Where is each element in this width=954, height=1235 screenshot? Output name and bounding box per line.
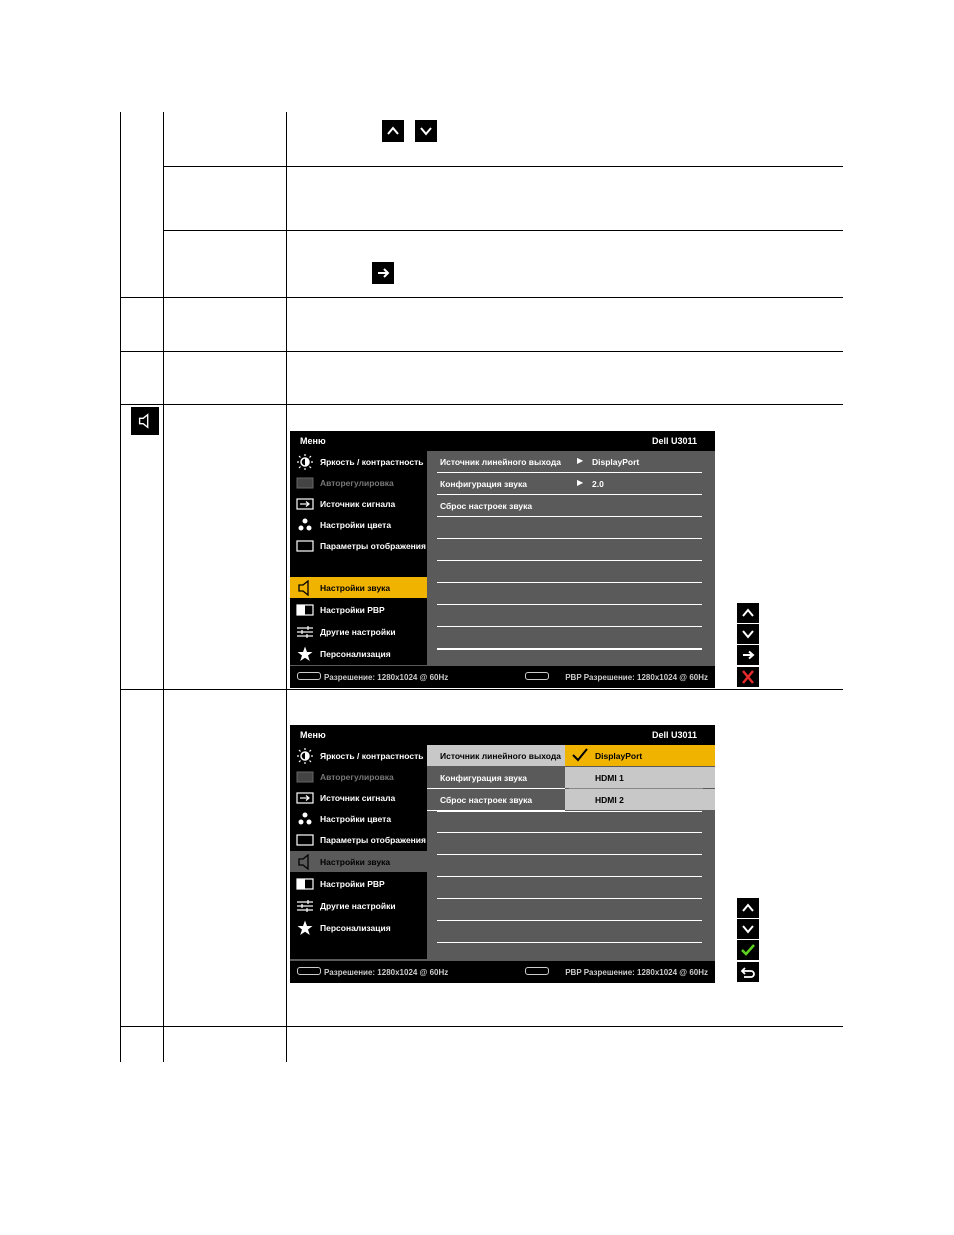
input-source-icon [295,495,315,512]
up-key-icon [382,120,404,142]
menu-item-display-settings[interactable]: Параметры отображения [290,829,427,850]
up-key-icon [737,898,759,918]
audio-icon [295,579,315,596]
osd-submenu [427,745,715,959]
exit-key-icon [737,667,759,687]
connector-icon [525,672,549,680]
menu-item-brightness[interactable]: Яркость / контрастность [290,745,427,766]
table-row-line [120,1026,843,1027]
menu-item-auto-adjust[interactable]: Авторегулировка [290,766,427,787]
down-key-icon [737,624,759,644]
option-displayport[interactable]: DisplayPort [565,745,715,766]
osd-model-name: Dell U3011 [651,730,697,740]
osd-menu-audio [290,431,715,688]
auto-adjust-icon [295,768,315,785]
audio-icon [295,853,315,870]
menu-item-input-source[interactable]: Источник сигнала [290,787,427,808]
confirm-key-icon [737,940,759,960]
submenu-empty-row [437,539,702,561]
submenu-empty-row [437,877,702,899]
brightness-icon [295,747,315,764]
down-key-icon [415,120,437,142]
connector-icon [525,967,549,975]
table-divider-col1 [163,112,164,1062]
table-row-line [120,689,843,690]
connector-icon [297,967,321,975]
display-settings-icon [295,537,315,554]
osd-submenu [427,451,715,665]
option-hdmi1[interactable]: HDMI 1 [565,767,715,788]
back-key-icon [737,962,759,982]
pbp-icon [295,875,315,892]
submenu-empty-row [437,605,702,627]
menu-item-pbp-settings[interactable]: Настройки PBP [290,599,427,620]
other-settings-icon [295,897,315,914]
osd-menu-title: Меню [300,436,326,446]
menu-item-other-settings[interactable]: Другие настройки [290,895,427,916]
menu-item-personalize[interactable]: Персонализация [290,643,427,664]
checkmark-icon [571,747,589,765]
osd-main-menu [290,451,427,665]
color-settings-icon [295,516,315,533]
table-row-line [163,166,843,167]
connector-icon [297,672,321,680]
arrow-right-icon: ▶ [577,478,584,487]
down-key-icon [737,919,759,939]
auto-adjust-icon [295,474,315,491]
osd-header [290,725,715,745]
submenu-empty-row [437,561,702,583]
menu-item-audio-settings[interactable]: Настройки звука [290,577,427,598]
other-settings-icon [295,623,315,640]
menu-item-other-settings[interactable]: Другие настройки [290,621,427,642]
submenu-empty-row [437,627,702,649]
audio-icon [131,407,159,435]
osd-menu-line-out-source [290,725,715,983]
submenu-empty-row [437,811,702,833]
menu-item-audio-settings[interactable]: Настройки звука [290,851,427,872]
osd-header [290,431,715,451]
menu-item-color-settings[interactable]: Настройки цвета [290,514,427,535]
submenu-empty-row [437,649,702,650]
osd-footer: Разрешение: 1280x1024 @ 60Hz PBP Разрешение: 1280x1024 @ 60Hz [290,666,715,688]
menu-item-color-settings[interactable]: Настройки цвета [290,808,427,829]
star-icon [295,919,315,936]
menu-item-brightness[interactable]: Яркость / контрастность [290,451,427,472]
star-icon [295,645,315,662]
pbp-icon [295,601,315,618]
submenu-item-line-out-source[interactable]: Источник линейного выхода ▶ DisplayPort [437,451,702,473]
submenu-item-audio-reset[interactable]: Сброс настроек звука [437,495,702,517]
osd-main-menu [290,745,427,959]
osd-model-name: Dell U3011 [651,436,697,446]
table-border-left [120,112,121,1062]
menu-item-input-source[interactable]: Источник сигнала [290,493,427,514]
color-settings-icon [295,810,315,827]
table-row-line [163,230,843,231]
submenu-empty-row [437,921,702,943]
table-row-line [120,404,843,405]
submenu-empty-row [437,583,702,605]
submenu-empty-row [437,899,702,921]
submenu-item-line-out-source[interactable]: Источник линейного выхода [427,745,565,766]
table-row-line [120,351,843,352]
menu-item-display-settings[interactable]: Параметры отображения [290,535,427,556]
submenu-empty-row [437,833,702,855]
arrow-right-icon: ▶ [577,456,584,465]
input-source-icon [295,789,315,806]
option-hdmi2[interactable]: HDMI 2 [565,789,715,810]
submenu-item-audio-config[interactable]: Конфигурация звука [427,767,565,789]
display-settings-icon [295,831,315,848]
submenu-empty-row [437,517,702,539]
submenu-empty-row [437,855,702,877]
menu-item-personalize[interactable]: Персонализация [290,917,427,938]
up-key-icon [737,603,759,623]
submenu-item-audio-reset[interactable]: Сброс настроек звука [427,789,565,811]
osd-footer: Разрешение: 1280x1024 @ 60Hz PBP Разрешение: 1280x1024 @ 60Hz [290,961,715,983]
brightness-icon [295,453,315,470]
table-divider-col2 [286,112,287,1062]
osd-menu-title: Меню [300,730,326,740]
enter-key-icon [737,645,759,665]
submenu-item-audio-config[interactable]: Конфигурация звука ▶ 2.0 [437,473,702,495]
table-row-line [120,297,843,298]
menu-item-pbp-settings[interactable]: Настройки PBP [290,873,427,894]
menu-item-auto-adjust[interactable]: Авторегулировка [290,472,427,493]
enter-key-icon [372,262,394,284]
